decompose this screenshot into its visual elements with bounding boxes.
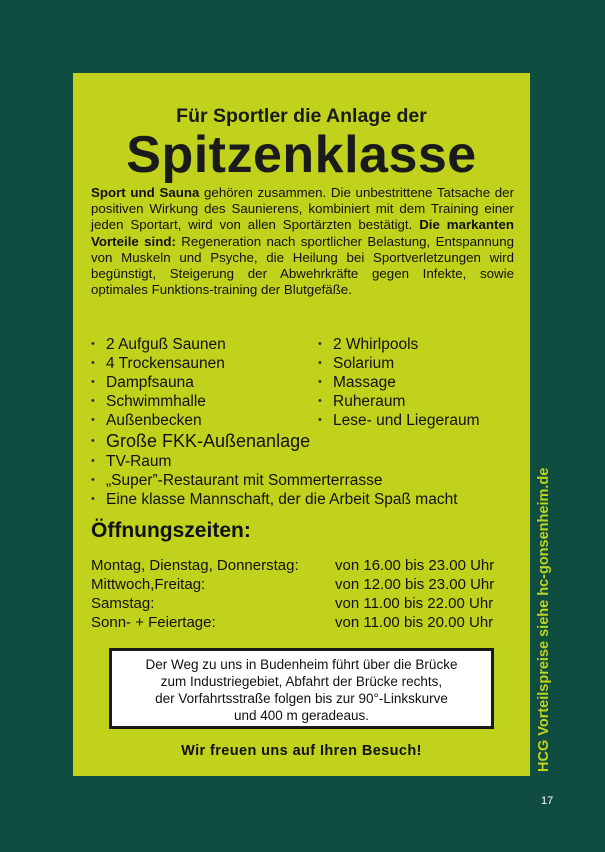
hours-row [91,594,521,613]
main-title: Spitzenklasse [126,126,477,184]
list-item: • TV-Raum [91,452,458,471]
list-item: • Solarium [318,354,480,373]
hours-time: von 11.00 bis 22.00 Uhr [335,595,494,612]
list-item-fkk: • Große FKK-Außenanlage [91,430,458,452]
page-number: 17 [541,795,554,807]
list-item: • „Super”-Restaurant mit Sommerterrasse [91,471,458,490]
hours-days: Montag, Dienstag, Donnerstag: [91,557,299,574]
feature-list-left [91,335,226,430]
list-item: • 4 Trockensaunen [91,354,226,373]
directions-line: zum Industriegebiet, Abfahrt der Brücke rechts, [160,674,443,689]
subtitle: Für Sportler die Anlage der [176,105,427,127]
list-item: • Außenbecken [91,411,226,430]
feature-list-right [318,335,480,430]
directions-box [109,648,494,729]
intro-paragraph [91,185,514,298]
hours-days: Sonn- + Feiertage: [91,614,216,631]
intro-text-2: Regeneration nach sportlicher Belastung, Entspannung von Muskeln und Psyche, die Heilung bei Sportverletzungen wird begünstigt, Steigerung der Abwehrkräfte gegen Infekte, sowie optimales Funktions-training der Blutgefäße. [91,233,514,298]
feature-list-bottom [91,430,458,509]
hours-row [91,556,521,575]
side-note: HCG Vorteilspreise siehe hc-gonsenheim.de [536,467,552,772]
hours-time: von 11.00 bis 20.00 Uhr [335,614,494,631]
directions-line: Der Weg zu uns in Budenheim führt über die Brücke [145,657,458,672]
hours-days: Samstag: [91,595,155,612]
intro-text-1: gehören zusammen. Die unbestrittene Tatsache der positiven Wirkung des Saunierens, kombiniert mit dem Training einer jeden Sportart, wird von allen Sportärzten bestätigt. [91,185,514,233]
flyer-panel [73,73,530,776]
list-item: • 2 Aufguß Saunen [91,335,226,354]
intro-bold-1: Sport und Sauna [91,185,200,200]
list-item: • Ruheraum [318,392,480,411]
list-item: • 2 Whirlpools [318,335,480,354]
hours-row [91,613,521,632]
hours-days: Mittwoch,Freitag: [91,576,206,593]
directions-line: und 400 m geradeaus. [233,708,370,723]
opening-hours-table [91,556,521,632]
closing-line: Wir freuen uns auf Ihren Besuch! [181,743,422,759]
hours-time: von 12.00 bis 23.00 Uhr [335,576,495,593]
hours-time: von 16.00 bis 23.00 Uhr [335,557,495,574]
opening-hours-title: Öffnungszeiten: [91,519,251,542]
list-item: • Eine klasse Mannschaft, der die Arbeit Spaß macht [91,490,458,509]
intro-bold-2: Die markanten Vorteile sind: [91,217,514,249]
directions-line: der Vorfahrtsstraße folgen bis zur 90°-Linkskurve [155,691,448,706]
list-item: • Massage [318,373,480,392]
list-item: • Dampfsauna [91,373,226,392]
list-item: • Lese- und Liegeraum [318,411,480,430]
list-item: • Schwimmhalle [91,392,226,411]
hours-row [91,575,521,594]
